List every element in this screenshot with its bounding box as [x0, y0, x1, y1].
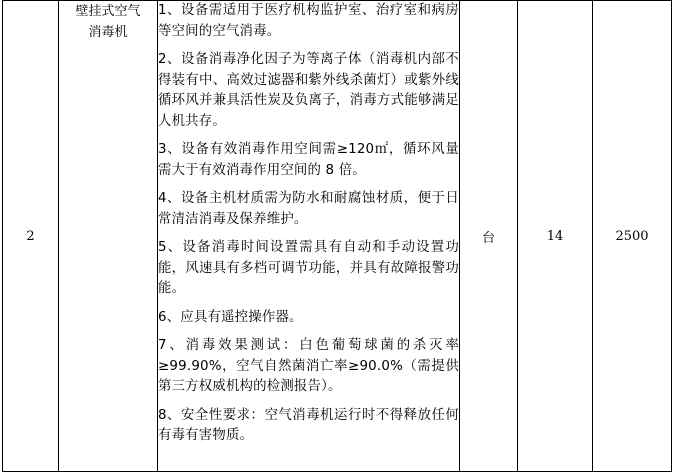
requirement-7: 7、消毒效果测试：白色葡萄球菌的杀灭率≥99.90%，空气自然菌消亡率≥90.0%（需提供第三方权威机构的检测报告）。: [158, 338, 459, 394]
requirement-5: 5、设备消毒时间设置需具有自动和手动设置功能，风速具有多档可调节功能，并具有故障报警功能。: [158, 240, 459, 296]
row-index-cell: 2: [3, 1, 59, 472]
requirements-cell: [158, 1, 460, 472]
unit-cell: 台: [460, 1, 518, 472]
requirement-8: 8、安全性要求：空气消毒机运行时不得释放任何有毒有害物质。: [158, 407, 459, 443]
requirement-2: 2、设备消毒净化因子为等离子体（消毒机内部不得装有中、高效过滤器和紫外线杀菌灯）或紫外线循环风并兼具活性炭及负离子，消毒方式能够满足人机共存。: [158, 52, 459, 129]
table-row: [3, 1, 672, 472]
requirement-4: 4、设备主机材质需为防水和耐腐蚀材质，便于日常清洁消毒及保养维护。: [158, 191, 459, 227]
requirement-3: 3、设备有效消毒作用空间需≥120㎡，循环风量需大于有效消毒作用空间的 8 倍。: [158, 142, 459, 178]
spec-table: [2, 0, 672, 472]
requirement-1: 1、设备需适用于医疗机构监护室、治疗室和病房等空间的空气消毒。: [158, 3, 459, 39]
item-name-cell: [59, 1, 158, 472]
price-cell: 2500: [593, 1, 672, 472]
requirement-6: 6、应具有遥控操作器。: [158, 309, 303, 325]
item-name: 壁挂式空气消毒机: [75, 4, 141, 40]
quantity-cell: 14: [518, 1, 593, 472]
